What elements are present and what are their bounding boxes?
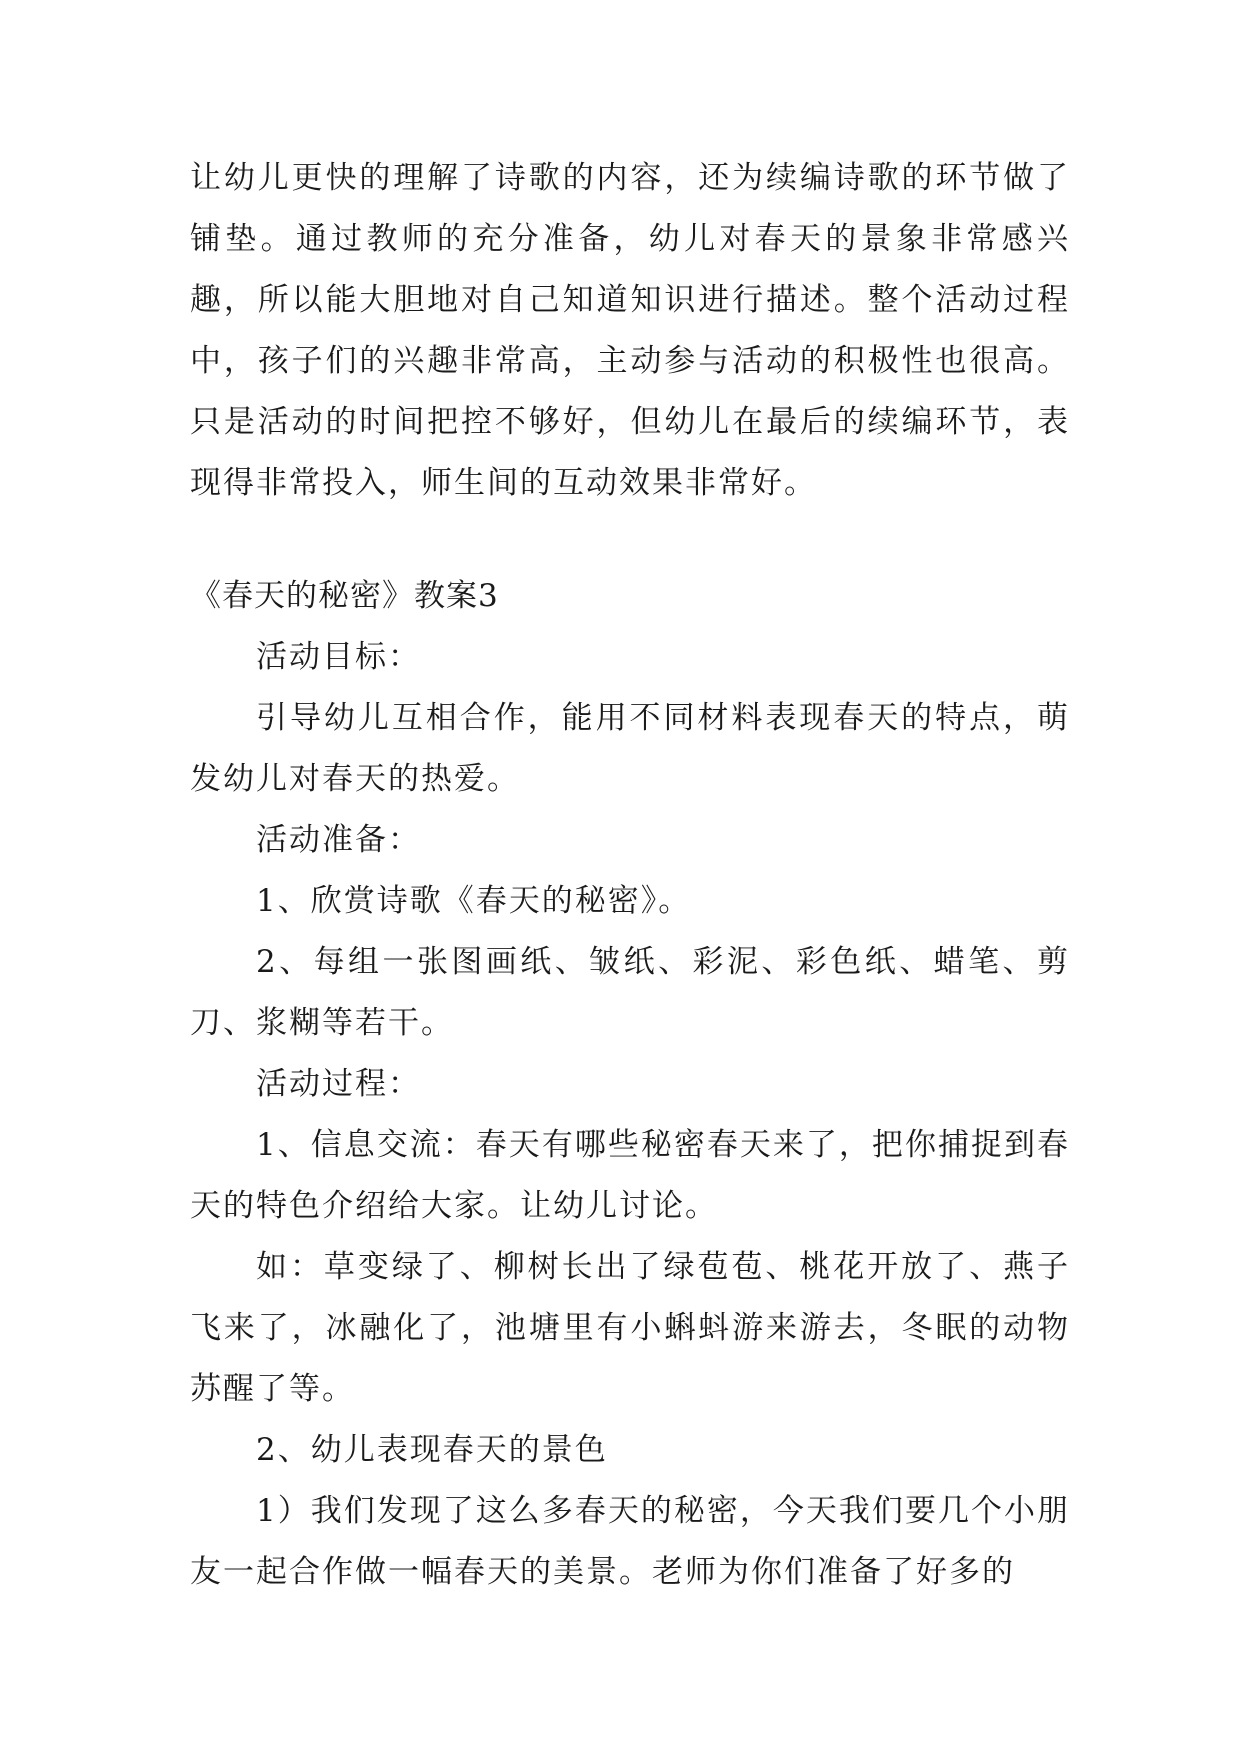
prep-item-1: 1、欣赏诗歌《春天的秘密》。 [256,883,692,919]
process-item-2-sub-1: 1）我们发现了这么多春天的秘密，今天我们要几个小朋友一起合作做一幅春天的美景。老师为你们准备了好多的 [190,1493,1070,1590]
process-example: 如：草变绿了、柳树长出了绿苞苞、桃花开放了、燕子飞来了，冰融化了，池塘里有小蝌蚪游来游去，冬眠的动物苏醒了等。 [190,1249,1070,1407]
paragraph-reflection: 让幼儿更快的理解了诗歌的内容，还为续编诗歌的环节做了铺垫。通过教师的充分准备，幼儿对春天的景象非常感兴趣，所以能大胆地对自己知道知识进行描述。整个活动过程中，孩子们的兴趣非常高，主动参与活动的积极性也很高。只是活动的时间把控不够好，但幼儿在最后的续编环节，表现得非常投入，师生间的互动效果非常好。 [190,160,1070,501]
process-heading: 活动过程： [256,1066,421,1102]
prep-item-2: 2、每组一张图画纸、皱纸、彩泥、彩色纸、蜡笔、剪刀、浆糊等若干。 [190,944,1070,1041]
process-item-1: 1、信息交流：春天有哪些秘密春天来了，把你捕捉到春天的特色介绍给大家。让幼儿讨论。 [190,1127,1070,1224]
prep-heading: 活动准备： [256,822,421,858]
process-item-2: 2、幼儿表现春天的景色 [256,1432,608,1468]
goal-text: 引导幼儿互相合作，能用不同材料表现春天的特点，萌发幼儿对春天的热爱。 [190,700,1070,797]
goal-heading: 活动目标： [256,639,421,675]
section-title: 《春天的秘密》教案3 [190,578,499,614]
document-body [190,148,1070,1603]
